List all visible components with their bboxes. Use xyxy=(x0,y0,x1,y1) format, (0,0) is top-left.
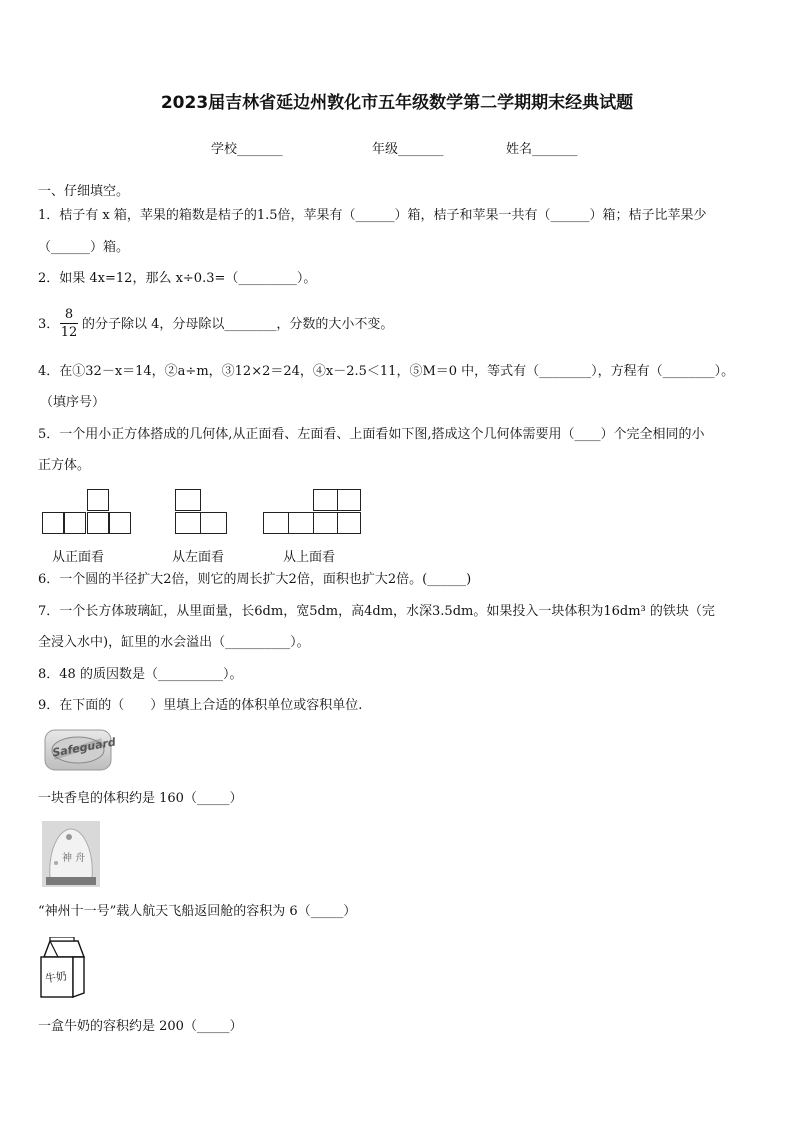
question-4-line-2: （填序号） xyxy=(40,395,106,410)
question-3-number: 3． xyxy=(38,317,60,332)
page-title: 2023届吉林省延边州敦化市五年级数学第二学期期末经典试题 xyxy=(160,93,634,113)
top-view-square xyxy=(337,512,361,534)
question-6: 6．一个圆的半径扩大2倍，则它的周长扩大2倍，面积也扩大2倍。(______) xyxy=(38,572,472,587)
question-1-line-1: 1．桔子有 x 箱，苹果的箱数是桔子的1.5倍，苹果有（______）箱，桔子和苹果一共有（______）箱；桔子比苹果少 xyxy=(38,208,707,223)
question-5-line-2: 正方体。 xyxy=(38,458,91,473)
capsule-lettering: 神 舟 xyxy=(62,853,86,864)
school-field: 学校_______ xyxy=(211,142,283,157)
name-field: 姓名_______ xyxy=(506,142,578,157)
question-8: 8．48 的质因数是（__________）。 xyxy=(38,667,243,682)
milk-label: 牛奶 xyxy=(44,969,68,986)
question-3-text: 的分子除以 4，分母除以________，分数的大小不变。 xyxy=(82,317,394,332)
front-view-caption: 从正面看 xyxy=(52,550,105,565)
soap-question: 一块香皂的体积约是 160（_____） xyxy=(38,791,243,806)
front-view-square xyxy=(109,512,131,534)
top-view-square xyxy=(337,489,361,511)
top-view-diagram xyxy=(263,489,361,535)
top-view-square xyxy=(313,512,338,534)
front-view-diagram xyxy=(42,489,132,535)
front-view-square xyxy=(87,489,109,511)
milk-carton-image xyxy=(38,937,88,999)
question-1-line-2: （______）箱。 xyxy=(38,240,130,255)
front-view-square xyxy=(87,512,109,534)
question-9: 9．在下面的（ ）里填上合适的体积单位或容积单位. xyxy=(38,698,363,713)
capsule-image xyxy=(42,821,100,887)
left-view-square xyxy=(175,489,201,511)
capsule-question: “神州十一号”载人航天飞船返回舱的容积为 6（_____） xyxy=(38,904,357,919)
left-view-diagram xyxy=(175,489,227,535)
fraction-8-12 xyxy=(60,307,78,340)
question-5-line-1: 5．一个用小正方体搭成的几何体,从正面看、左面看、上面看如下图,搭成这个几何体需要用（____）个完全相同的小 xyxy=(38,427,705,442)
grade-field: 年级_______ xyxy=(372,142,444,157)
left-view-square xyxy=(200,512,227,534)
question-7-line-2: 全浸入水中)，缸里的水会溢出（__________）。 xyxy=(38,635,310,650)
top-view-caption: 从上面看 xyxy=(283,550,336,565)
fraction-denominator: 12 xyxy=(60,325,78,340)
front-view-square xyxy=(42,512,64,534)
fraction-bar xyxy=(60,323,78,324)
top-view-square xyxy=(288,512,314,534)
section-heading: 一、仔细填空。 xyxy=(38,184,130,199)
question-7-line-1: 7．一个长方体玻璃缸，从里面量，长6dm，宽5dm，高4dm，水深3.5dm。如果投入一块体积为16dm³ 的铁块（完 xyxy=(38,604,715,619)
top-view-square xyxy=(313,489,338,511)
question-2: 2．如果 4x=12，那么 x÷0.3=（_________）。 xyxy=(38,271,317,286)
front-view-square xyxy=(64,512,86,534)
soap-image xyxy=(44,727,117,773)
top-view-square xyxy=(263,512,289,534)
fraction-numerator: 8 xyxy=(64,307,74,322)
question-4-line-1: 4．在①32－x＝14，②a÷m，③12×2＝24，④x－2.5＜11，⑤M＝0 中，等式有（________），方程有（________）。 xyxy=(38,364,735,379)
left-view-caption: 从左面看 xyxy=(172,550,225,565)
left-view-square xyxy=(175,512,201,534)
milk-question: 一盒牛奶的容积约是 200（_____） xyxy=(38,1019,243,1034)
soap-logo: Safeguard xyxy=(51,735,117,760)
